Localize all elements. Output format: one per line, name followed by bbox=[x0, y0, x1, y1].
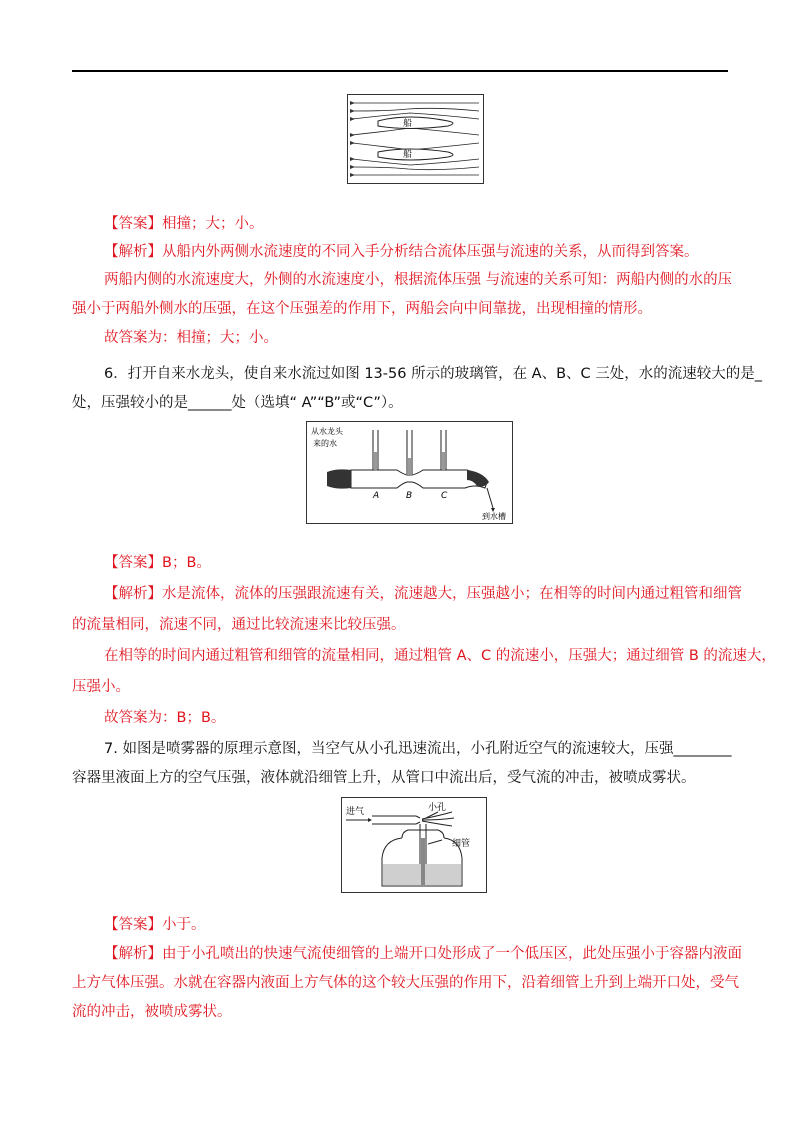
q6-analysis-line3: 在相等的时间内通过粗管和细管的流量相同，通过粗管 A、C 的流速小，压强大；通过细管 B 的流速大， bbox=[104, 648, 776, 664]
header-rule bbox=[72, 70, 728, 72]
q6-stem-line1: 6．打开自来水龙头，使自来水流过如图 13-56 所示的玻璃管，在 A、B、C 三处，水的流速较大的是_ bbox=[104, 366, 763, 382]
tube-source-label-2: 来的水 bbox=[313, 439, 337, 448]
q6-stem-line2: 处，压强较小的是______处（选填“ A”“B”或“C”）。 bbox=[72, 395, 403, 411]
sprayer-figure bbox=[341, 797, 487, 893]
q7-analysis-line3: 流的冲击，被喷成雾状。 bbox=[72, 1004, 232, 1020]
q7-analysis-line1: 【解析】由于小孔喷出的快速气流使细管的上端开口处形成了一个低压区，此处压强小于容器内液面 bbox=[104, 946, 742, 962]
boat-bottom-shape bbox=[378, 149, 453, 160]
tube-label-b: B bbox=[406, 491, 413, 501]
tube-outlet-label: 到水槽 bbox=[482, 512, 506, 521]
tube-label-c: C bbox=[441, 491, 448, 501]
boats-flow-figure bbox=[347, 94, 484, 184]
q5-analysis-line1: 【解析】从船内外两侧水流速度的不同入手分析结合流体压强与流速的关系，从而得到答案。 bbox=[104, 244, 699, 260]
tube-label-a: A bbox=[373, 491, 380, 501]
sprayer-tube-label: 细管 bbox=[452, 839, 471, 849]
sprayer-hole-label: 小孔 bbox=[428, 803, 447, 813]
sprayer-inlet-label: 进气 bbox=[346, 807, 365, 817]
boat-top-shape bbox=[378, 117, 453, 129]
q6-analysis-line4: 压强小。 bbox=[72, 679, 130, 695]
glass-tube-figure bbox=[306, 421, 513, 524]
boat-bottom-label: 船 bbox=[403, 150, 413, 160]
q6-conclusion: 故答案为：B；B。 bbox=[104, 710, 226, 726]
q7-stem-line2: 容器里液面上方的空气压强，液体就沿细管上升，从管口中流出后，受气流的冲击，被喷成雾状。 bbox=[72, 770, 696, 786]
q7-analysis-line2: 上方气体压强。水就在容器内液面上方气体的这个较大压强的作用下，沿着细管上升到上端开口处，受气 bbox=[72, 975, 739, 991]
q5-analysis-line3: 强小于两船外侧水的压强，在这个压强差的作用下，两船会向中间靠拢，出现相撞的情形。 bbox=[72, 301, 652, 317]
q5-analysis-line2: 两船内侧的水流速度大，外侧的水流速度小，根据流体压强 与流速的关系可知：两船内侧的水的压 bbox=[104, 272, 733, 288]
boat-top-label: 船 bbox=[403, 119, 413, 129]
q6-answer: 【答案】B；B。 bbox=[104, 555, 211, 571]
q5-answer: 【答案】相撞；大；小。 bbox=[104, 216, 264, 232]
q6-analysis-line2: 的流量相同，流速不同，通过比较流速来比较压强。 bbox=[72, 617, 406, 633]
q6-analysis-line1: 【解析】水是流体，流体的压强跟流速有关，流速越大，压强越小；在相等的时间内通过粗管和细管 bbox=[104, 586, 742, 602]
q7-answer: 【答案】小于。 bbox=[104, 917, 206, 933]
q5-conclusion: 故答案为：相撞；大；小。 bbox=[104, 330, 278, 346]
tube-source-label-1: 从水龙头 bbox=[311, 427, 343, 436]
q7-stem-line1: 7. 如图是喷雾器的原理示意图，当空气从小孔迅速流出，小孔附近空气的流速较大，压强________ bbox=[104, 741, 732, 757]
